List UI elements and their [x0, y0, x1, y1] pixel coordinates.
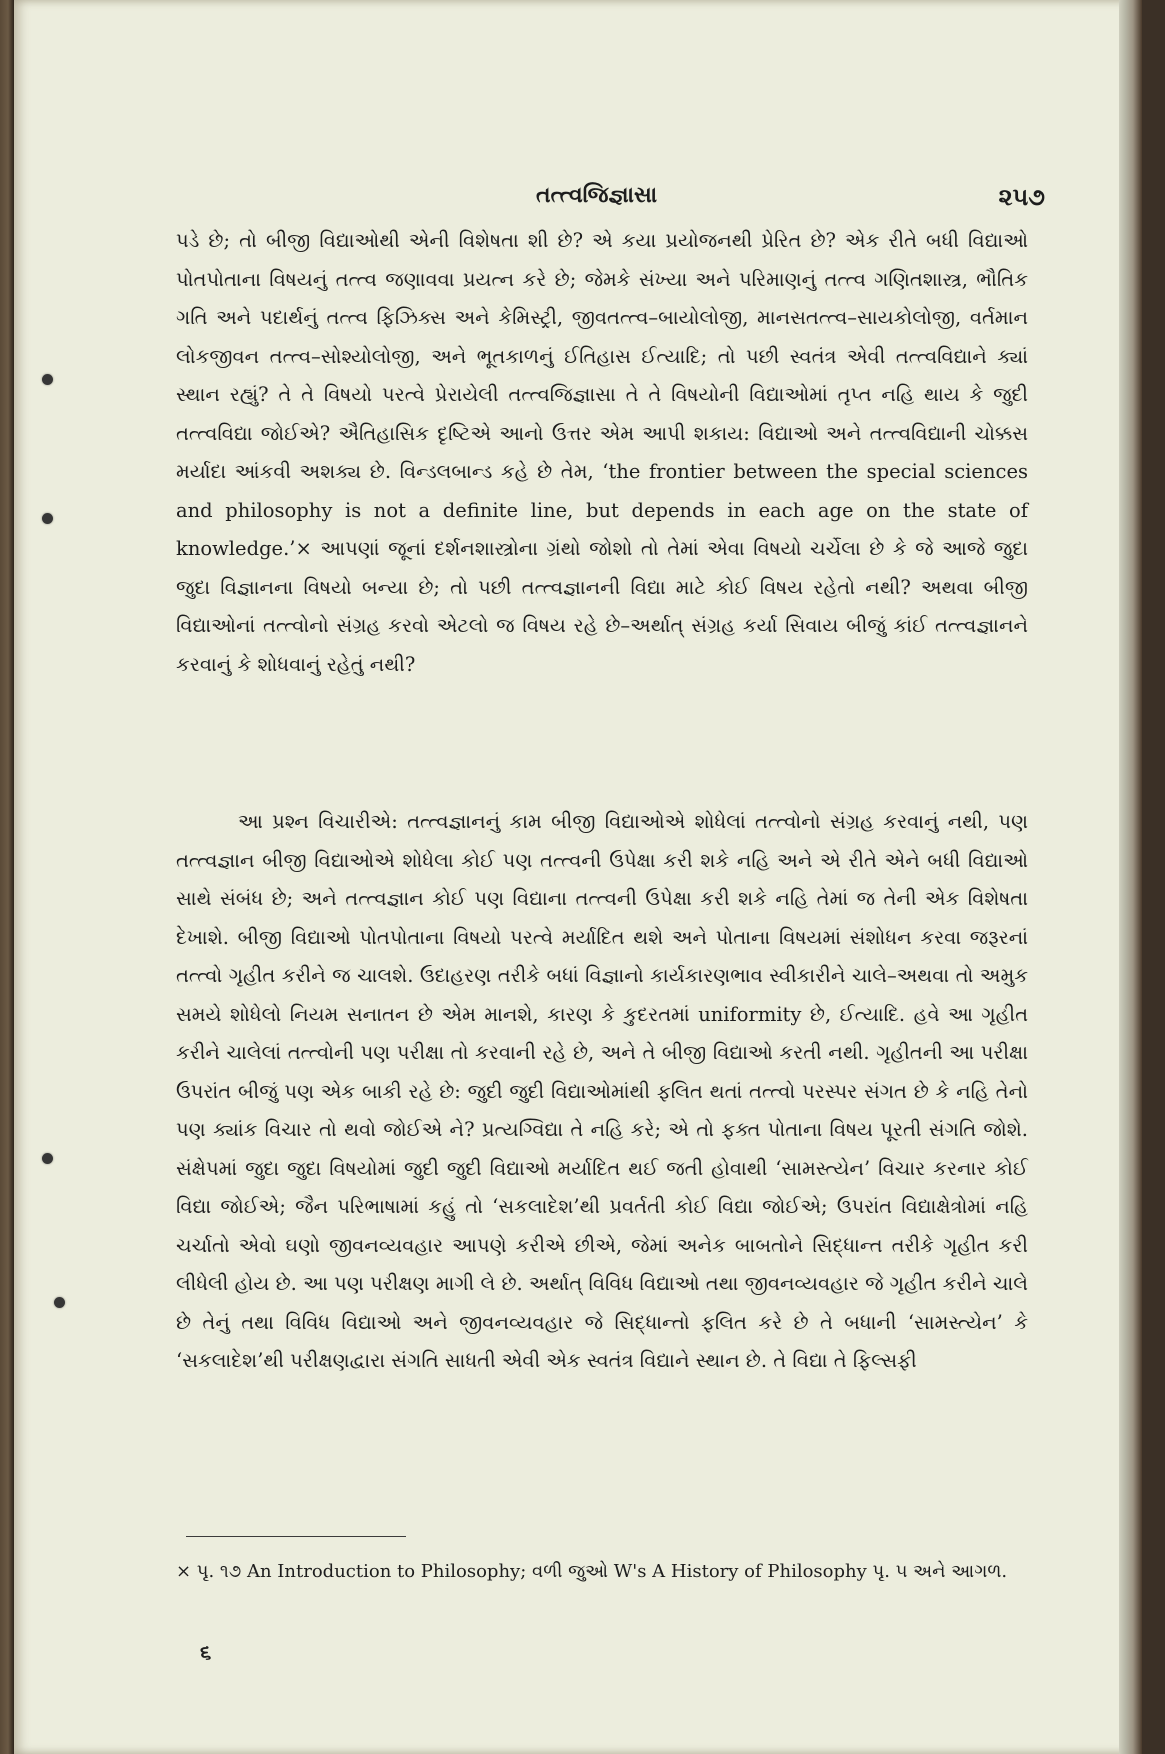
running-title: તત્ત્વજિજ્ઞાસા: [536, 182, 658, 208]
binding-hole: [54, 1297, 65, 1308]
signature-mark: ૬: [200, 1640, 212, 1664]
binding-hole: [42, 374, 53, 385]
binding-hole: [42, 513, 53, 524]
footnote: × પૃ. ૧૭ An Introduction to Philosophy; વળી જુઓ W's A History of Philosophy પૃ. ૫ અને આગળ.: [176, 1561, 1008, 1582]
paper-edge: [1119, 0, 1142, 1754]
page-number: ૨૫૭: [998, 182, 1045, 211]
binding-hole: [42, 1153, 53, 1164]
footnote-rule: [186, 1536, 406, 1537]
body-paragraph-1: પડે છે; તો બીજી વિદ્યાઓથી એની વિશેષતા શી છે? એ કયા પ્રયોજનથી પ્રેરિત છે? એક રીતે બધી વિદ્યાઓ પોતપોતાના વિષયનું તત્ત્વ જણાવવા પ્રયત્ન કરે છે; જેમકે સંખ્યા અને પરિમાણનું તત્ત્વ ગણિતશાસ્ત્ર, ભૌતિક ગતિ અને પદાર્થનું તત્ત્વ ફિઝિક્સ અને કેમિસ્ટ્રી, જીવતત્ત્વ–બાયોલોજી, માનસતત્ત્વ–સાયકોલોજી, વર્તમાન લોકજીવન તત્ત્વ–સોશ્યોલોજી, અને ભૂતકાળનું ઈતિહાસ ઈત્યાદિ; તો પછી સ્વતંત્ર એવી તત્ત્વવિદ્યાને ક્યાં સ્થાન રહ્યું? તે તે વિષયો પરત્વે પ્રેરાયેલી તત્ત્વજિજ્ઞાસા તે તે વિષયોની વિદ્યાઓમાં તૃપ્ત નહિ થાય કે જુદી તત્ત્વવિદ્યા જોઈએ? ઐતિહાસિક દૃષ્ટિએ આનો ઉત્તર એમ આપી શકાય: વિદ્યાઓ અને તત્ત્વવિદ્યાની ચોક્કસ મર્યાદા આંકવી અશક્ય છે. વિન્ડલબાન્ડ કહે છે તેમ, ‘the frontier between the special sciences and philosophy is not a definite line, but depends in each age on the state of knowledge.’× આપણાં જૂનાં દર્શનશાસ્ત્રોના ગ્રંથો જોશો તો તેમાં એવા વિષયો ચર્ચેલા છે કે જે આજે જુદા જુદા વિજ્ઞાનના વિષયો બન્યા છે; તો પછી તત્ત્વજ્ઞાનની વિદ્યા માટે કોઈ વિષય રહેતો નથી? અથવા બીજી વિદ્યાઓનાં તત્ત્વોનો સંગ્રહ કરવો એટલો જ વિષય રહે છે–અર્થાત્ સંગ્રહ કર્યા સિવાય બીજું કાંઈ તત્ત્વજ્ઞાનને કરવાનું કે શોધવાનું રહેતું નથી?: [176, 229, 1028, 676]
page-header: [176, 182, 1045, 212]
body-paragraph-2: આ પ્રશ્ન વિચારીએ: તત્ત્વજ્ઞાનનું કામ બીજી વિદ્યાઓએ શોધેલાં તત્ત્વોનો સંગ્રહ કરવાનું નથી, પણ તત્ત્વજ્ઞાન બીજી વિદ્યાઓએ શોધેલા કોઈ પણ તત્ત્વની ઉપેક્ષા કરી શકે નહિ અને એ રીતે એને બધી વિદ્યાઓ સાથે સંબંધ છે; અને તત્ત્વજ્ઞાન કોઈ પણ વિદ્યાના તત્ત્વની ઉપેક્ષા કરી શકે નહિ તેમાં જ તેની એક વિશેષતા દેખાશે. બીજી વિદ્યાઓ પોતપોતાના વિષયો પરત્વે મર્યાદિત થશે અને પોતાના વિષયમાં સંશોધન કરવા જરૂરનાં તત્ત્વો ગૃહીત કરીને જ ચાલશે. ઉદાહરણ તરીકે બધાં વિજ્ઞાનો કાર્યકારણભાવ સ્વીકારીને ચાલે–અથવા તો અમુક સમયે શોધેલો નિયમ સનાતન છે એમ માનશે, કારણ કે કુદરતમાં uniformity છે, ઈત્યાદિ. હવે આ ગૃહીત કરીને ચાલેલાં તત્ત્વોની પણ પરીક્ષા તો કરવાની રહે છે, અને તે બીજી વિદ્યાઓ કરતી નથી. ગૃહીતની આ પરીક્ષા ઉપરાંત બીજું પણ એક બાકી રહે છે: જુદી જુદી વિદ્યાઓમાંથી ફલિત થતાં તત્ત્વો પરસ્પર સંગત છે કે નહિ તેનો પણ ક્યાંક વિચાર તો થવો જોઈએ ને? પ્રત્યગ્વિદ્યા તે નહિ કરે; એ તો ફક્ત પોતાના વિષય પૂરતી સંગતિ જોશે. સંક્ષેપમાં જુદા જુદા વિષયોમાં જુદી જુદી વિદ્યાઓ મર્યાદિત થઈ જતી હોવાથી ‘સામસ્ત્યેન’ વિચાર કરનાર કોઈ વિદ્યા જોઈએ; જૈન પરિભાષામાં કહું તો ‘સકલાદેશ’થી પ્રવર્તતી કોઈ વિદ્યા જોઈએ; ઉપરાંત વિદ્યાક્ષેત્રોમાં નહિ ચર્ચાતો એવો ઘણો જીવનવ્યવહાર આપણે કરીએ છીએ, જેમાં અનેક બાબતોને સિદ્ધાન્ત તરીકે ગૃહીત કરી લીધેલી હોય છે. આ પણ પરીક્ષણ માગી લે છે. અર્થાત્ વિવિધ વિદ્યાઓ તથા જીવનવ્યવહાર જે ગૃહીત કરીને ચાલે છે તેનું તથા વિવિધ વિદ્યાઓ અને જીવનવ્યવહાર જે સિદ્ધાન્તો ફલિત કરે છે તે બધાની ‘સામસ્ત્યેન’ કે ‘સકલાદેશ’થી પરીક્ષણદ્વારા સંગતિ સાધતી એવી એક સ્વતંત્ર વિદ્યાને સ્થાન છે. તે વિદ્યા તે ફિલ્સફી: [176, 810, 1028, 1372]
